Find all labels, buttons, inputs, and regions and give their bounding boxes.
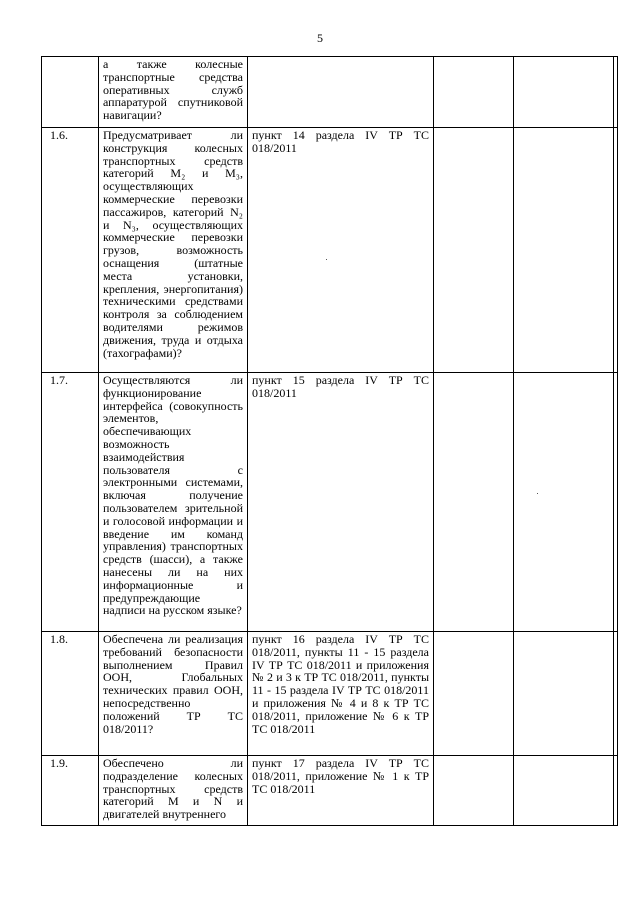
table-row bbox=[42, 632, 618, 756]
requirement-cell: пункт 14 раздела IV ТР ТС 018/2011 bbox=[248, 128, 434, 373]
question-cell: Осуществляются ли функционирование интерфейса (совокупность элементов, обеспечивающих возможность взаимодействия пользователя с электронными системами, включая получение пользователем зрительной и голосовой информации и введение им команд управления) транспортных средств (шасси), а также нанесены ли на них информационные и предупреждающие надписи на русском языке? bbox=[99, 373, 248, 632]
requirement-cell: пункт 16 раздела IV ТР ТС 018/2011, пункты 11 - 15 раздела IV ТР ТС 018/2011 и приложения № 2 и 3 к ТР ТС 018/2011, пункты 11 - 15 раздела IV ТР ТС 018/2011 и приложения № 4 и 8 к ТР ТС 018/2011, приложение № 6 к ТР ТС 018/2011 bbox=[248, 632, 434, 756]
empty-cell bbox=[614, 756, 618, 826]
question-cell: Предусматривает ли конструкция колесных транспортных средств категорий M₂ и M₃, осуществляющих коммерческие перевозки пассажиров, категорий N₂ и N₃, осуществляющих коммерческие перевозки грузов, возможность оснащения (штатные места установки, крепления, энергопитания) техническими средствами контроля за соблюдением водителями режимов движения, труда и отдыха (тахографами)? bbox=[99, 128, 248, 373]
table-row bbox=[42, 57, 618, 128]
empty-cell bbox=[614, 632, 618, 756]
empty-cell bbox=[514, 756, 614, 826]
requirement-cell: пункт 17 раздела IV ТР ТС 018/2011, приложение № 1 к ТР ТС 018/2011 bbox=[248, 756, 434, 826]
empty-cell bbox=[514, 632, 614, 756]
scan-speck bbox=[537, 493, 538, 494]
page-number: 5 bbox=[317, 31, 323, 45]
empty-cell bbox=[514, 128, 614, 373]
table-row bbox=[42, 756, 618, 826]
empty-cell bbox=[614, 57, 618, 128]
row-number: 1.7. bbox=[42, 373, 99, 632]
empty-cell bbox=[434, 756, 514, 826]
empty-cell bbox=[434, 57, 514, 128]
row-number: 1.8. bbox=[42, 632, 99, 756]
empty-cell bbox=[614, 128, 618, 373]
table-row bbox=[42, 373, 618, 632]
empty-cell bbox=[434, 373, 514, 632]
question-cell: Обеспечено ли подразделение колесных транспортных средств категорий M и N и двигателей внутреннего bbox=[99, 756, 248, 826]
requirement-cell: пункт 15 раздела IV ТР ТС 018/2011 bbox=[248, 373, 434, 632]
scan-speck bbox=[326, 259, 327, 260]
requirement-cell bbox=[248, 57, 434, 128]
empty-cell bbox=[614, 373, 618, 632]
row-number: 1.9. bbox=[42, 756, 99, 826]
empty-cell bbox=[514, 57, 614, 128]
question-cell: а также колесные транспортные средства оперативных служб аппаратурой спутниковой навигации? bbox=[99, 57, 248, 128]
question-cell: Обеспечена ли реализация требований безопасности выполнением Правил ООН, Глобальных технических правил ООН, непосредственно положений ТР ТС 018/2011? bbox=[99, 632, 248, 756]
empty-cell bbox=[434, 128, 514, 373]
row-number bbox=[42, 57, 99, 128]
empty-cell bbox=[434, 632, 514, 756]
checklist-table bbox=[41, 56, 618, 826]
table-row bbox=[42, 128, 618, 373]
row-number: 1.6. bbox=[42, 128, 99, 373]
empty-cell bbox=[514, 373, 614, 632]
